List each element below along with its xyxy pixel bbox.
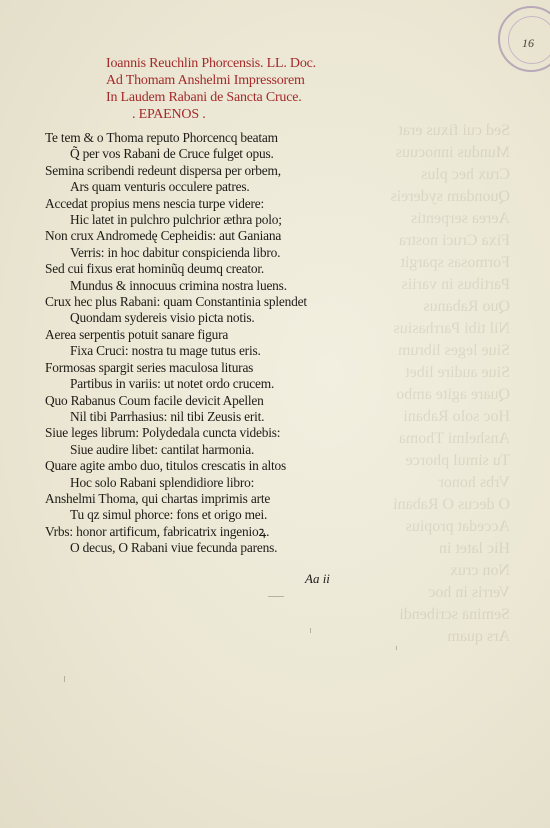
verse-line: Hoc solo Rabani splendidiore libro: bbox=[70, 474, 255, 490]
paper-speck bbox=[64, 676, 65, 682]
verse-line: Anshelmi Thoma, qui chartas imprimis arte bbox=[45, 490, 271, 506]
verse-line: Siue audire libet: cantilat harmonia. bbox=[70, 441, 255, 457]
verse-line: Ars quam venturis occulere patres. bbox=[70, 179, 250, 195]
verse-line: Sed cui fixus erat hominũq deumq creator. bbox=[45, 261, 265, 277]
paper-speck bbox=[396, 646, 397, 650]
verse-line: O decus, O Rabani viue fecunda parens. bbox=[70, 540, 278, 556]
verse-line: Partibus in variis: ut notet ordo crucem. bbox=[70, 376, 275, 392]
rubric-heading bbox=[106, 55, 406, 123]
heading-line-title: . EPAENOS . bbox=[132, 107, 206, 122]
verse-line: Formosas spargit series maculosa lituras bbox=[45, 359, 254, 375]
verse-line: Tu qz simul phorce: fons et origo mei. bbox=[70, 507, 268, 523]
verse-line: Crux hec plus Rabani: quam Constantinia splendet bbox=[45, 294, 307, 310]
signature-mark: Aa ii bbox=[305, 571, 330, 586]
verse-line: Accedat propius mens nescia turpe videre: bbox=[45, 195, 264, 211]
folio-number: 16 bbox=[522, 36, 534, 50]
poem-body bbox=[45, 130, 355, 557]
verse-line: Nil tibi Parrhasius: nil tibi Zeusis erit. bbox=[70, 408, 265, 424]
verse-line: Quondam sydereis visio picta notis. bbox=[70, 310, 255, 326]
verse-line: Hic latet in pulchro pulchrior æthra polo; bbox=[70, 212, 282, 228]
verse-line: Quo Rabanus Coum facile devicit Apellen bbox=[45, 392, 264, 408]
verse-line: Q̃ per vos Rabani de Cruce fulget opus. bbox=[70, 146, 274, 162]
paper-speck bbox=[310, 628, 311, 633]
show-through-text: Sed cui fixus erat Mundus innocuus Crux hec plus Quondam sydereis Aerea serpentis Fixa Cruci nostra Formosas spargit Partibus in variis Quo Rabanus Nil tibi Parrhasius Siue leges librum Siue audire libet Quare agite ambo Hoc solo Rabani Anshelmi Thoma Tu simul phorce Vrbs honor O decus O Rabani Accedat propius Hic latet in Non crux Verris in hoc Semina scribendi Ars quam bbox=[390, 122, 510, 645]
verse-line: Mundus & innocuus crimina nostra luens. bbox=[70, 277, 287, 293]
paper-speck bbox=[268, 596, 284, 597]
verse-line: Aerea serpentis potuit sanare figura bbox=[45, 326, 229, 342]
verse-line: Siue leges librum: Polydedala cuncta videbis: bbox=[45, 425, 281, 441]
verse-line: Semina scribendi redeunt dispersa per orbem, bbox=[45, 162, 281, 178]
verse-line: Non crux Andromedę Cepheidis: aut Ganiana bbox=[45, 228, 282, 244]
heading-line-addressee: Ad Thomam Anshelmi Impressorem bbox=[106, 73, 305, 88]
verse-line: Te tem & o Thoma reputo Phorcencq beatam bbox=[45, 130, 278, 145]
heading-line-author: Ioannis Reuchlin Phorcensis. LL. Doc. bbox=[106, 56, 316, 71]
verse-line: Vrbs: honor artificum, fabricatrix ingenioꝝ. bbox=[45, 523, 270, 539]
verse-line: Quare agite ambo duo, titulos crescatis in altos bbox=[45, 458, 287, 474]
heading-line-subject: In Laudem Rabani de Sancta Cruce. bbox=[106, 90, 302, 105]
verse-line: Verris: in hoc dabitur conspicienda libro. bbox=[70, 244, 281, 260]
verse-line: Fixa Cruci: nostra tu mage tutus eris. bbox=[70, 343, 261, 359]
